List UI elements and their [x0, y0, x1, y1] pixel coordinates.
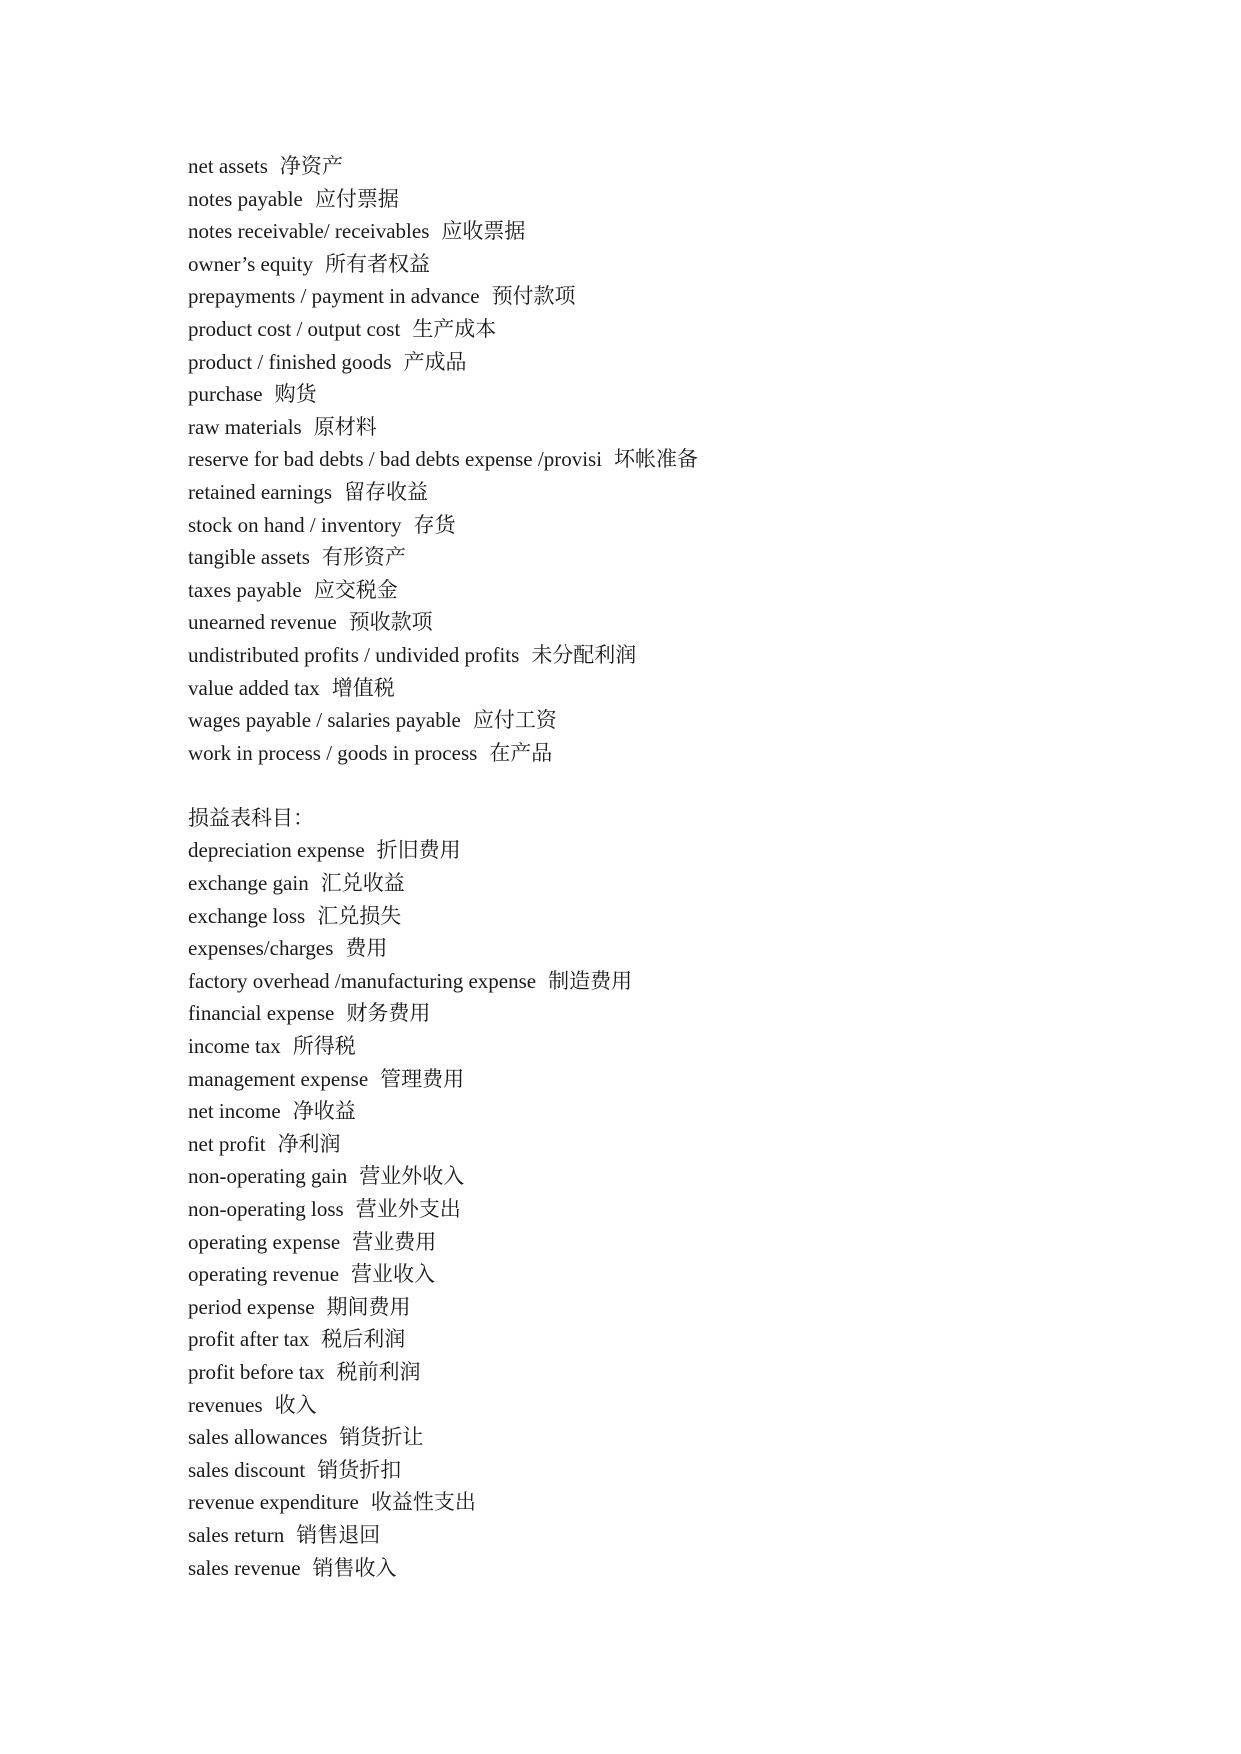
chinese-term: 坏帐准备	[614, 447, 699, 472]
english-term: income tax	[188, 1034, 281, 1059]
english-term: exchange loss	[188, 903, 306, 928]
english-term: profit after tax	[188, 1327, 310, 1352]
english-term: undistributed profits / undivided profits	[188, 642, 520, 667]
term-entry	[188, 476, 1088, 509]
chinese-term: 营业外支出	[355, 1197, 461, 1221]
term-entry	[188, 443, 1088, 476]
term-entry	[188, 1454, 1088, 1487]
english-term: operating expense	[188, 1229, 341, 1254]
chinese-term: 税后利润	[321, 1327, 406, 1352]
chinese-term: 预收款项	[348, 610, 433, 635]
english-term: prepayments / payment in advance	[188, 284, 480, 309]
english-term: net assets	[188, 154, 268, 178]
chinese-term: 所得税	[292, 1034, 356, 1059]
chinese-term: 期间费用	[326, 1294, 411, 1319]
blank-line	[188, 769, 1088, 802]
chinese-term: 管理费用	[380, 1066, 465, 1091]
english-term: operating revenue	[188, 1262, 340, 1287]
english-term: factory overhead /manufacturing expense	[188, 968, 537, 993]
english-term: notes receivable/ receivables	[188, 219, 430, 244]
chinese-term: 净资产	[279, 154, 343, 178]
term-entry	[188, 574, 1088, 607]
chinese-term: 存货	[413, 512, 456, 537]
balance-sheet-term-list	[188, 150, 1088, 769]
chinese-term: 收益性支出	[370, 1490, 476, 1515]
chinese-term: 销售退回	[296, 1522, 381, 1547]
chinese-term: 税前利润	[336, 1359, 421, 1384]
english-term: product cost / output cost	[188, 316, 401, 341]
chinese-term: 生产成本	[412, 316, 497, 341]
chinese-term: 有形资产	[321, 545, 406, 570]
english-term: period expense	[188, 1294, 315, 1319]
chinese-term: 汇兑收益	[320, 871, 405, 896]
chinese-term: 销货折扣	[317, 1457, 402, 1482]
chinese-term: 汇兑损失	[317, 903, 402, 928]
term-entry	[188, 1389, 1088, 1422]
term-entry	[188, 378, 1088, 411]
chinese-term: 营业费用	[352, 1229, 437, 1254]
english-term: sales return	[188, 1522, 285, 1547]
term-entry	[188, 248, 1088, 281]
term-entry	[188, 1323, 1088, 1356]
term-entry	[188, 639, 1088, 672]
term-entry	[188, 346, 1088, 379]
term-entry	[188, 280, 1088, 313]
english-term: exchange gain	[188, 871, 309, 896]
term-entry	[188, 1486, 1088, 1519]
term-entry	[188, 215, 1088, 248]
english-term: stock on hand / inventory	[188, 512, 402, 537]
chinese-term: 产成品	[403, 349, 467, 374]
chinese-term: 销售收入	[312, 1555, 397, 1580]
chinese-term: 收入	[274, 1392, 317, 1417]
term-entry	[188, 1128, 1088, 1161]
term-entry	[188, 900, 1088, 933]
chinese-term: 应付工资	[472, 708, 557, 733]
english-term: product / finished goods	[188, 349, 392, 374]
income-statement-term-list	[188, 834, 1088, 1584]
term-entry	[188, 150, 1088, 183]
chinese-term: 原材料	[313, 414, 377, 439]
chinese-term: 应收票据	[441, 219, 526, 244]
english-term: revenues	[188, 1392, 263, 1417]
english-term: net income	[188, 1099, 281, 1124]
english-term: financial expense	[188, 1001, 335, 1026]
english-term: taxes payable	[188, 577, 302, 602]
english-term: raw materials	[188, 414, 302, 439]
term-entry	[188, 313, 1088, 346]
chinese-term: 财务费用	[346, 1001, 431, 1026]
term-entry	[188, 1193, 1088, 1226]
english-term: unearned revenue	[188, 610, 337, 635]
chinese-term: 所有者权益	[325, 251, 431, 276]
english-term: value added tax	[188, 675, 320, 700]
term-entry	[188, 1226, 1088, 1259]
term-entry	[188, 1356, 1088, 1389]
english-term: sales allowances	[188, 1425, 328, 1450]
chinese-term: 费用	[345, 936, 388, 961]
chinese-term: 购货	[274, 382, 317, 407]
english-term: retained earnings	[188, 479, 333, 504]
english-term: depreciation expense	[188, 838, 365, 863]
chinese-term: 预付款项	[491, 284, 576, 309]
section-heading: 损益表科目：	[188, 805, 314, 830]
term-entry	[188, 965, 1088, 998]
chinese-term: 应付票据	[314, 186, 399, 211]
english-term: sales discount	[188, 1457, 306, 1482]
term-entry	[188, 1160, 1088, 1193]
term-entry	[188, 867, 1088, 900]
chinese-term: 净收益	[292, 1099, 356, 1124]
term-entry	[188, 737, 1088, 770]
chinese-term: 增值税	[331, 675, 395, 700]
document-page	[188, 150, 1088, 1584]
english-term: purchase	[188, 382, 263, 407]
english-term: owner’s equity	[188, 251, 314, 276]
chinese-term: 净利润	[277, 1131, 341, 1156]
term-entry	[188, 1291, 1088, 1324]
term-entry	[188, 932, 1088, 965]
english-term: tangible assets	[188, 545, 310, 570]
chinese-term: 应交税金	[313, 577, 398, 602]
chinese-term: 折旧费用	[376, 838, 461, 863]
term-entry	[188, 704, 1088, 737]
term-entry	[188, 411, 1088, 444]
term-entry	[188, 1063, 1088, 1096]
term-entry	[188, 1095, 1088, 1128]
term-entry	[188, 541, 1088, 574]
english-term: reserve for bad debts / bad debts expense /provisi	[188, 447, 603, 472]
chinese-term: 销货折让	[339, 1425, 424, 1450]
term-entry	[188, 1258, 1088, 1291]
english-term: non-operating gain	[188, 1164, 348, 1189]
english-term: revenue expenditure	[188, 1490, 359, 1515]
term-entry	[188, 1552, 1088, 1585]
english-term: management expense	[188, 1066, 369, 1091]
english-term: wages payable / salaries payable	[188, 708, 461, 733]
chinese-term: 营业收入	[351, 1262, 436, 1287]
english-term: profit before tax	[188, 1359, 325, 1384]
english-term: net profit	[188, 1131, 266, 1156]
term-entry	[188, 509, 1088, 542]
term-entry	[188, 1421, 1088, 1454]
chinese-term: 未分配利润	[531, 642, 637, 667]
english-term: work in process / goods in process	[188, 740, 478, 765]
english-term: expenses/charges	[188, 936, 334, 961]
chinese-term: 留存收益	[344, 479, 429, 504]
english-term: non-operating loss	[188, 1197, 344, 1221]
chinese-term: 在产品	[489, 740, 553, 765]
term-entry	[188, 1030, 1088, 1063]
term-entry	[188, 606, 1088, 639]
english-term: notes payable	[188, 186, 303, 211]
term-entry	[188, 997, 1088, 1030]
chinese-term: 制造费用	[548, 968, 633, 993]
term-entry	[188, 183, 1088, 216]
english-term: sales revenue	[188, 1555, 301, 1580]
term-entry	[188, 672, 1088, 705]
chinese-term: 营业外收入	[359, 1164, 465, 1189]
term-entry	[188, 834, 1088, 867]
term-entry	[188, 1519, 1088, 1552]
